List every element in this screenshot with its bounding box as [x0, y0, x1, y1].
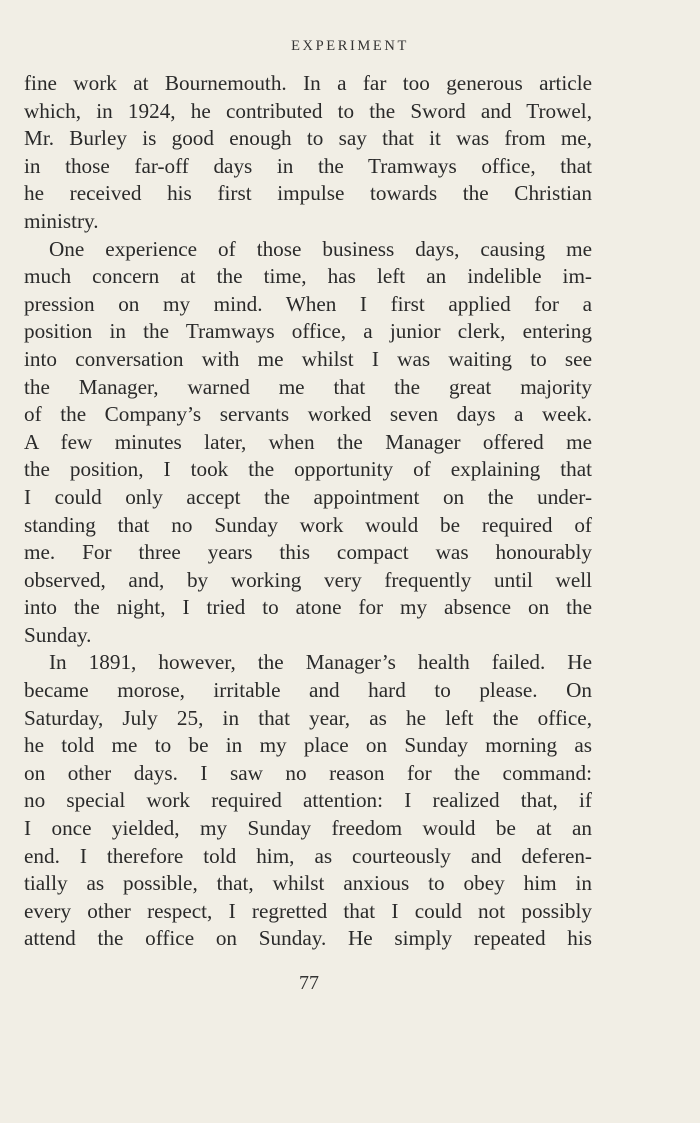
text-line: he received his first impulse towards the Christian: [24, 181, 592, 206]
text-line: standing that no Sunday work would be required of: [24, 512, 592, 537]
text-line: position in the Tramways office, a junior clerk, entering: [24, 319, 592, 344]
text-line: on other days. I saw no reason for the command:: [24, 760, 592, 785]
page-number: 77: [299, 972, 319, 994]
text-line: me. For three years this compact was honourably: [24, 540, 592, 565]
text-line: in those far-off days in the Tramways office, that: [24, 153, 592, 178]
text-line: the position, I took the opportunity of explaining that: [24, 457, 592, 482]
text-line: Mr. Burley is good enough to say that it was from me,: [24, 126, 592, 151]
text-line: I could only accept the appointment on the under-: [24, 484, 592, 509]
text-line: tially as possible, that, whilst anxious to obey him in: [24, 871, 592, 896]
running-head: EXPERIMENT: [291, 38, 409, 54]
text-line: the Manager, warned me that the great majority: [24, 374, 592, 399]
text-line: In 1891, however, the Manager’s health failed. He: [49, 650, 592, 675]
text-line: Saturday, July 25, in that year, as he left the office,: [24, 705, 592, 730]
text-line: attend the office on Sunday. He simply repeated his: [24, 926, 592, 951]
text-line: end. I therefore told him, as courteously and deferen-: [24, 843, 592, 868]
text-line: into the night, I tried to atone for my absence on the: [24, 595, 592, 620]
text-line: A few minutes later, when the Manager offered me: [24, 429, 592, 454]
text-line: every other respect, I regretted that I could not possibly: [24, 898, 592, 923]
text-line: observed, and, by working very frequently until well: [24, 567, 592, 592]
body-text: [24, 70, 592, 953]
text-line: into conversation with me whilst I was waiting to see: [24, 346, 592, 371]
text-line: he told me to be in my place on Sunday morning as: [24, 733, 592, 758]
text-line: pression on my mind. When I first applied for a: [24, 291, 592, 316]
text-line: ministry.: [24, 208, 99, 233]
text-line: which, in 1924, he contributed to the Sword and Trowel,: [24, 98, 592, 123]
text-line: no special work required attention: I realized that, if: [24, 788, 592, 813]
text-line: I once yielded, my Sunday freedom would be at an: [24, 816, 592, 841]
text-line: One experience of those business days, causing me: [49, 236, 592, 261]
text-line: became morose, irritable and hard to please. On: [24, 678, 592, 703]
text-line: fine work at Bournemouth. In a far too generous article: [24, 71, 592, 95]
text-line: of the Company’s servants worked seven days a week.: [24, 402, 592, 427]
text-line: much concern at the time, has left an indelible im-: [24, 264, 592, 289]
text-line: Sunday.: [24, 622, 92, 647]
